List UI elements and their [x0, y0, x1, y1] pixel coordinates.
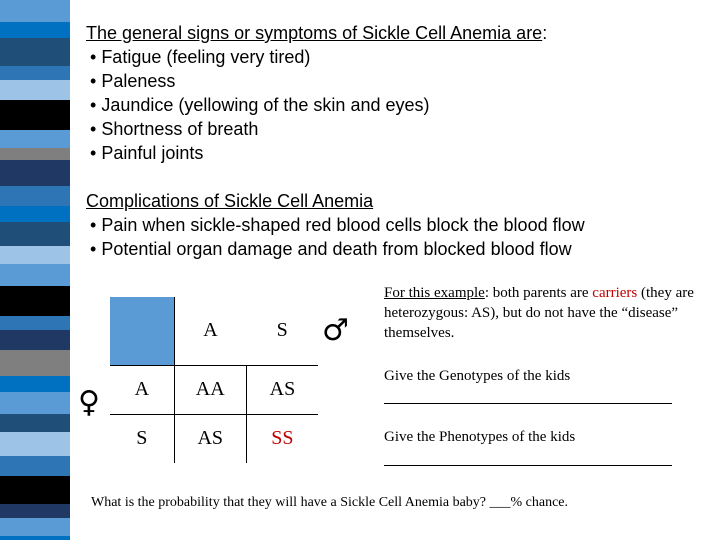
stripe-block: [0, 246, 70, 264]
stripe-block: [0, 80, 70, 100]
stripe-block: [0, 22, 70, 38]
stripe-block: [0, 518, 70, 536]
genotypes-question: Give the Genotypes of the kids: [384, 368, 571, 384]
punnett-row-header: S: [110, 414, 174, 463]
stripe-block: [0, 186, 70, 206]
list-item: • Pain when sickle-shaped red blood cells block the blood flow: [90, 213, 585, 237]
genotypes-answer-line[interactable]: [384, 403, 672, 404]
phenotypes-question: Give the Phenotypes of the kids: [384, 429, 576, 445]
stripe-block: [0, 432, 70, 456]
signs-list: [90, 45, 430, 165]
stripe-block: [0, 536, 70, 540]
female-symbol-icon: ♀: [78, 385, 100, 420]
list-item: • Shortness of breath: [90, 117, 430, 141]
stripe-block: [0, 350, 70, 376]
punnett-cell: AS: [246, 365, 318, 414]
phenotypes-answer-line[interactable]: [384, 465, 672, 466]
stripe-block: [0, 130, 70, 148]
signs-heading: The general signs or symptoms of Sickle Cell Anemia are:: [86, 23, 548, 43]
stripe-block: [0, 66, 70, 80]
stripe-block: [0, 160, 70, 186]
stripe-block: [0, 392, 70, 414]
stripe-block: [0, 456, 70, 476]
stripe-block: [0, 38, 70, 66]
male-symbol-icon: ♂: [322, 313, 349, 348]
stripe-block: [0, 330, 70, 350]
list-item: • Potential organ damage and death from blocked blood flow: [90, 237, 585, 261]
stripe-block: [0, 504, 70, 518]
stripe-block: [0, 100, 70, 130]
stripe-block: [0, 414, 70, 432]
stripe-block: [0, 376, 70, 392]
list-item: • Painful joints: [90, 141, 430, 165]
stripe-block: [0, 148, 70, 160]
list-item: • Paleness: [90, 69, 430, 93]
stripe-block: [0, 316, 70, 330]
decorative-stripe: [0, 0, 70, 540]
punnett-col-header: A: [174, 297, 246, 365]
punnett-square: [110, 297, 318, 463]
stripe-block: [0, 286, 70, 316]
punnett-row-header: A: [110, 365, 174, 414]
stripe-block: [0, 476, 70, 504]
example-note: For this example: both parents are carriers (they are heterozygous: AS), but do not have the “disease” themselves.: [384, 285, 694, 341]
stripe-block: [0, 0, 70, 22]
list-item: • Fatigue (feeling very tired): [90, 45, 430, 69]
probability-question: What is the probability that they will have a Sickle Cell Anemia baby? ___% chance.: [91, 495, 569, 510]
punnett-cell: AA: [174, 365, 246, 414]
punnett-col-header: S: [246, 297, 318, 365]
stripe-block: [0, 222, 70, 246]
complications-list: [90, 213, 585, 261]
punnett-cell: SS: [246, 414, 318, 463]
punnett-corner: [110, 297, 174, 365]
stripe-block: [0, 206, 70, 222]
list-item: • Jaundice (yellowing of the skin and eyes): [90, 93, 430, 117]
punnett-cell: AS: [174, 414, 246, 463]
complications-heading: Complications of Sickle Cell Anemia: [86, 191, 374, 211]
stripe-block: [0, 264, 70, 286]
